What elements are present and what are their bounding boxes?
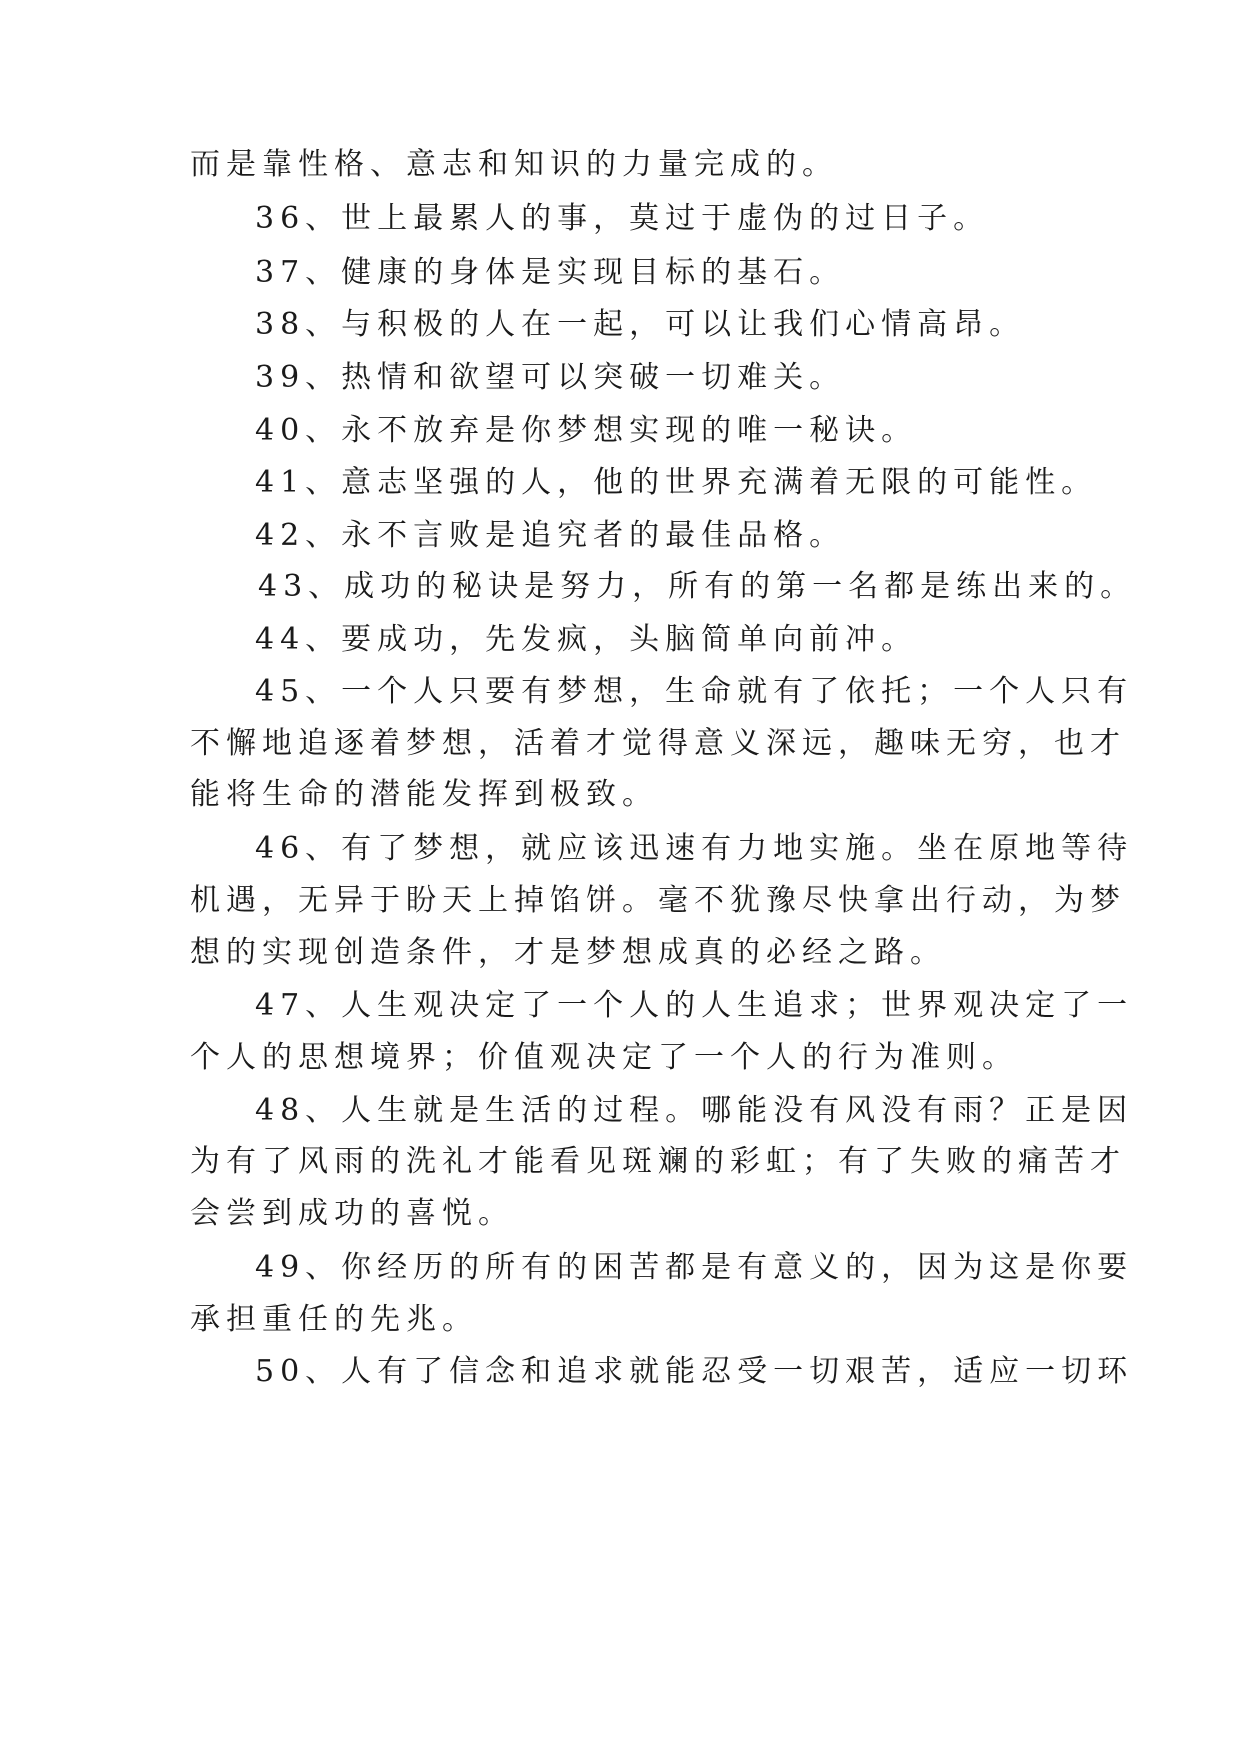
text-line: 个人的思想境界；价值观决定了一个人的行为准则。 bbox=[190, 1040, 1018, 1075]
text-line: 机遇，无异于盼天上掉馅饼。毫不犹豫尽快拿出行动，为梦 bbox=[190, 883, 1126, 918]
text-line: 41、意志坚强的人，他的世界充满着无限的可能性。 bbox=[255, 465, 1098, 500]
text-line: 想的实现创造条件，才是梦想成真的必经之路。 bbox=[190, 935, 946, 970]
text-line: 37、健康的身体是实现目标的基石。 bbox=[255, 255, 846, 290]
text-line: 而是靠性格、意志和知识的力量完成的。 bbox=[190, 147, 838, 182]
text-line: 承担重任的先兆。 bbox=[190, 1302, 478, 1337]
text-line: 不懈地追逐着梦想，活着才觉得意义深远，趣味无穷，也才 bbox=[190, 726, 1126, 761]
text-line: 能将生命的潜能发挥到极致。 bbox=[190, 777, 658, 812]
text-line: 36、世上最累人的事，莫过于虚伪的过日子。 bbox=[255, 201, 990, 236]
text-line: 40、永不放弃是你梦想实现的唯一秘诀。 bbox=[255, 413, 918, 448]
text-line: 39、热情和欲望可以突破一切难关。 bbox=[255, 360, 846, 395]
text-line: 42、永不言败是追究者的最佳品格。 bbox=[255, 518, 846, 553]
text-line: 43、成功的秘诀是努力，所有的第一名都是练出来的。 bbox=[258, 569, 1137, 604]
text-line: 会尝到成功的喜悦。 bbox=[190, 1196, 514, 1231]
text-line: 45、一个人只要有梦想，生命就有了依托；一个人只有 bbox=[255, 674, 1134, 709]
text-line: 48、人生就是生活的过程。哪能没有风没有雨？正是因 bbox=[255, 1093, 1134, 1128]
text-line: 50、人有了信念和追求就能忍受一切艰苦，适应一切环 bbox=[255, 1354, 1134, 1389]
text-line: 49、你经历的所有的困苦都是有意义的，因为这是你要 bbox=[255, 1250, 1134, 1285]
text-line: 为有了风雨的洗礼才能看见斑斓的彩虹；有了失败的痛苦才 bbox=[190, 1144, 1126, 1179]
text-line: 46、有了梦想，就应该迅速有力地实施。坐在原地等待 bbox=[255, 831, 1134, 866]
text-line: 47、人生观决定了一个人的人生追求；世界观决定了一 bbox=[255, 988, 1134, 1023]
text-line: 38、与积极的人在一起，可以让我们心情高昂。 bbox=[255, 307, 1026, 342]
text-line: 44、要成功，先发疯，头脑简单向前冲。 bbox=[255, 622, 918, 657]
